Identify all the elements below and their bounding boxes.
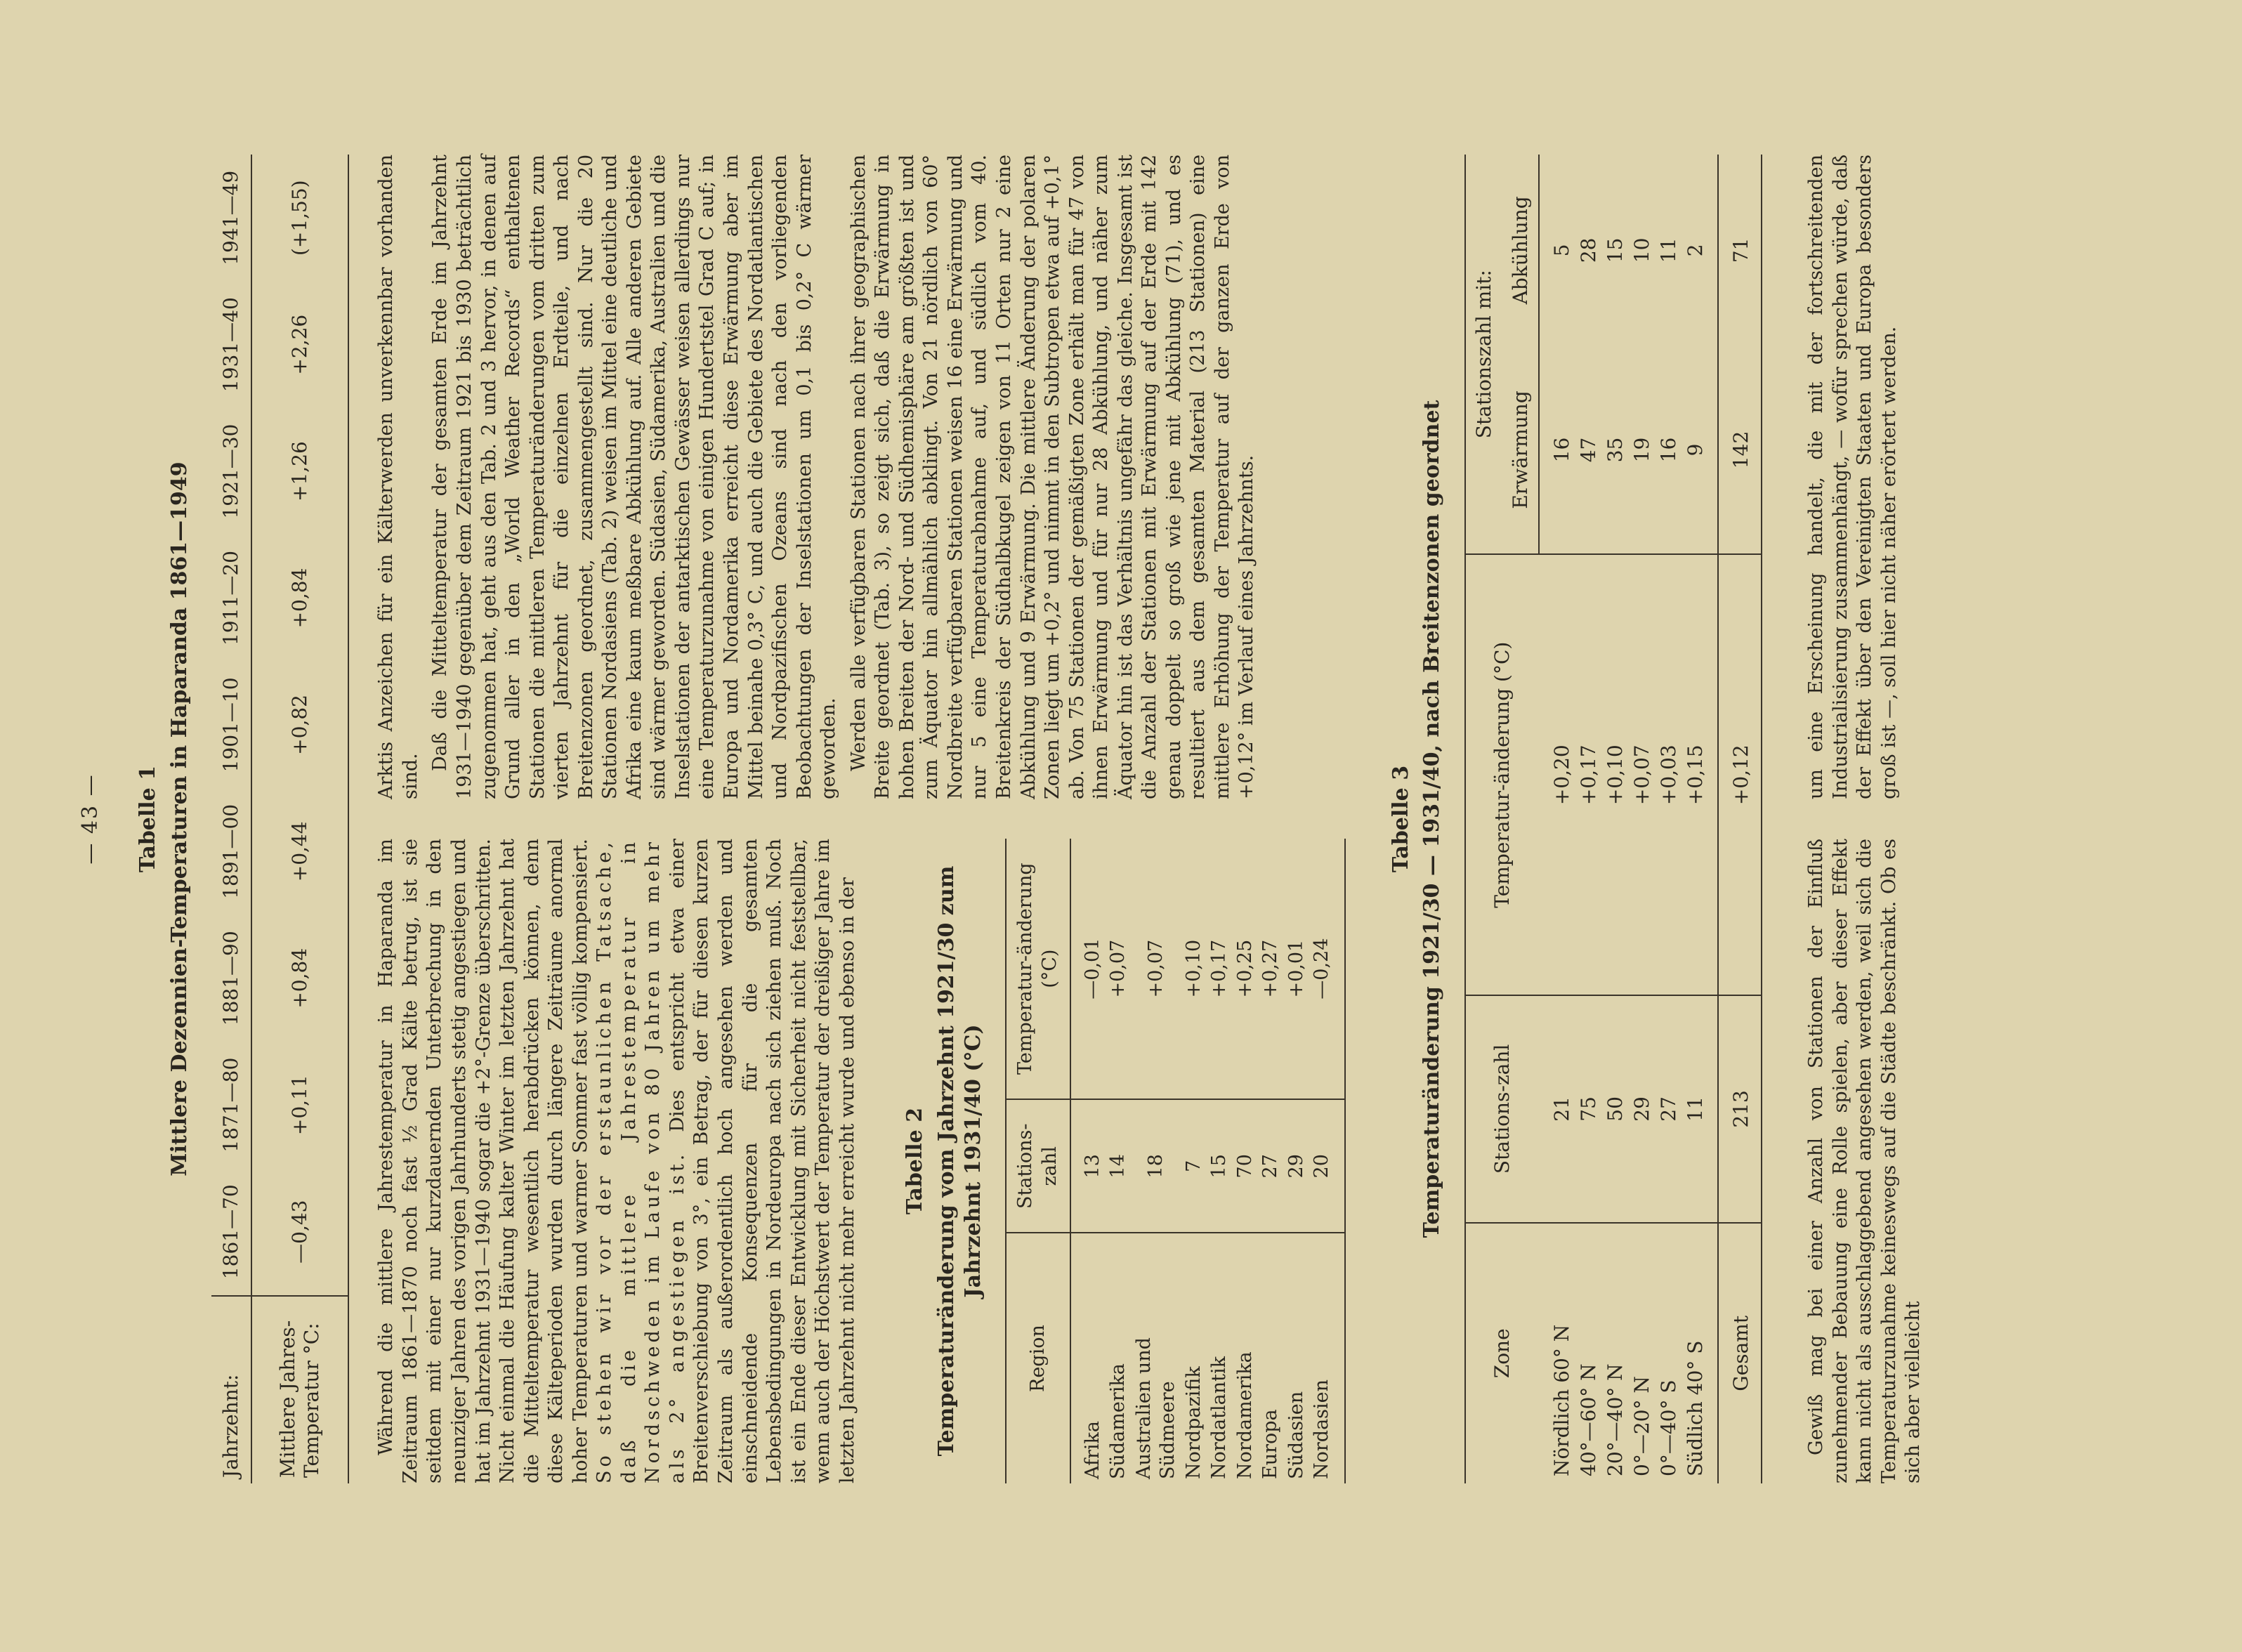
paragraph: [374, 839, 860, 1483]
table-row: [1539, 155, 1575, 1483]
count-cell: 50: [1602, 995, 1629, 1222]
change-cell: +0,07: [1106, 839, 1132, 1099]
year-cell: 1861—70: [211, 1168, 251, 1296]
header-region: Region: [1006, 1233, 1070, 1483]
count-cell: 20: [1309, 1099, 1345, 1233]
year-cell: 1921—30: [211, 408, 251, 535]
region-cell: Nordasien: [1309, 1233, 1345, 1483]
table-row: [1132, 839, 1181, 1483]
count-cell: 21: [1539, 995, 1575, 1222]
temperature-cell: (+1,55): [288, 180, 312, 256]
table-row: [1682, 155, 1719, 1483]
paragraph: Gewiß mag bei einer Anzahl von Stationen der Einfluß zunehmender Bebauung eine Rolle spielen, aber dieser Effekt kann nicht als ausschlaggebend angesehen werden, weil sich die Temperaturzunahme keineswegs auf die Städte beschränkt. Ob es sich aber vielleicht: [1805, 839, 1925, 1483]
tabelle-3-table: [1464, 155, 1762, 1483]
table-row: [1656, 155, 1682, 1483]
region-cell: Afrika: [1081, 1420, 1103, 1479]
tabelle-3: [1388, 155, 1762, 1483]
count-cell: 29: [1629, 995, 1656, 1222]
count-cell: 27: [1656, 995, 1682, 1222]
total-label: Gesamt: [1718, 1223, 1762, 1483]
paragraph: Werden alle verfügbaren Stationen nach ihrer geographischen Breite geordnet (Tab. 3), so zeigt sich, daß die Erwärmung in hohen Breiten der Nord- und Südhemisphäre am größten ist und zum Äquator hin allmählich abklingt. Von 21 nördlich von 60° Nordbreite verfügbaren Stationen weisen 16 eine Erwärmung und nur 5 eine Temperaturabnahme auf, und südlich vom 40. Breitenkreis der Südhalbkugel zeigen von 11 Orten nur 2 eine Abkühlung und 9 Erwärmung. Die mittlere Änderung der polaren Zonen liegt um +0,2° und nimmt in den Subtropen etwa auf +0,1° ab. Von 75 Stationen der gemäßigten Zone erhält man für 47 von ihnen Erwärmung und für nur 28 Abkühlung, und näher zum Äquator hin ist das Verhältnis ungefähr das gleiche. Insgesamt ist die Anzahl der Stationen mit Erwärmung auf der Erde mit 142 genau doppelt so groß wie jene mit Abkühlung (71), und es resultiert aus dem gesamten Material (213 Stationen) eine mittlere Erhöhung der Temperatur auf der ganzen Erde von +0,12° im Verlauf eines Jahrzehnts.: [847, 155, 1258, 799]
change-cell: +0,07: [1132, 839, 1181, 1099]
count-cell: 70: [1233, 1099, 1259, 1233]
total-change: +0,12: [1718, 554, 1762, 995]
year-cell: 1911—20: [211, 535, 251, 661]
tabelle-3-label: Tabelle 3: [1388, 765, 1413, 873]
tabelle-1-title: Mittlere Dezennien-Temperaturen in Haparanda 1861—1949: [166, 461, 192, 1176]
bottom-right-column: [1804, 155, 1932, 799]
table-row: [1602, 155, 1629, 1483]
change-cell: +0,07: [1629, 554, 1656, 995]
warm-cell: 9: [1682, 346, 1719, 555]
zone-cell: Nördlich 60° N: [1549, 1324, 1573, 1476]
count-cell: 18: [1132, 1099, 1181, 1233]
header-zone: Zone: [1490, 1328, 1514, 1379]
cool-cell: 10: [1630, 237, 1653, 263]
change-cell: +0,17: [1575, 554, 1602, 995]
change-cell: +0,20: [1539, 554, 1575, 995]
zone-cell: Südlich 40° S: [1682, 1223, 1719, 1483]
cool-cell: 28: [1577, 237, 1601, 263]
warm-cell: 47: [1575, 346, 1602, 555]
paragraph: Daß die Mitteltemperatur der gesamten Erde im Jahrzehnt 1931—1940 gegenüber dem Zeitraum 1921 bis 1930 beträchtlich zugenommen hat, geht aus den Tab. 2 und 3 hervor, in denen auf Grund aller in den „World Weather Records“ enthaltenen Stationen die mittleren Temperaturänderungen vom dritten zum vierten Jahrzehnt für die einzelnen Erdteile, und nach Breitenzonen geordnet, zusammengestellt sind. Nur die 20 Stationen Nordasiens (Tab. 2) weisen im Mittel eine deutliche und Afrika eine kaum meßbare Abkühlung auf. Alle anderen Gebiete sind wärmer geworden. Südasien, Südamerika, Australien und die Inselstationen der antarktischen Gewässer weisen allerdings nur eine Temperaturzunahme von einigen Hundertstel Grad C auf; in Europa und Nordamerika erreicht diese Erwärmung aber im Mittel beinahe 0,3° C, und auch die Gebiete des Nordatlantischen und Nordpazifischen Ozeans sind nach den vorliegenden Beobachtungen der Inselstationen um 0,1 bis 0,2° C wärmer geworden.: [429, 155, 840, 799]
header-stationszahl-mit: Stationszahl mit:: [1465, 155, 1502, 554]
change-cell: +0,15: [1682, 554, 1719, 995]
region-cell: Nordpazifik: [1182, 1366, 1205, 1479]
change-cell: +0,27: [1258, 839, 1284, 1099]
tabelle-2: [902, 839, 1346, 1483]
zone-cell: 40°—60° N: [1577, 1363, 1601, 1476]
cool-cell: 2: [1682, 155, 1719, 346]
change-cell: +0,03: [1656, 554, 1682, 995]
temperature-cell: +0,84: [288, 948, 312, 1009]
count-cell: 27: [1258, 1099, 1284, 1233]
count-cell: 15: [1207, 1099, 1233, 1233]
table-row: [1309, 839, 1345, 1483]
header-temperaturaenderung: Temperatur-änderung (°C): [1006, 839, 1070, 1099]
region-cell: Australien und Südmeere: [1132, 1337, 1179, 1479]
year-cell: 1871—80: [211, 1042, 251, 1168]
year-cell: 1881—90: [211, 915, 251, 1042]
table-row: [1258, 839, 1284, 1483]
temperature-label: Mittlere Jahres-Temperatur °C:: [251, 1296, 348, 1483]
change-cell: +0,25: [1233, 839, 1259, 1099]
right-column: [374, 155, 1346, 799]
temperature-cell: —0,43: [288, 1200, 312, 1264]
year-cell: 1891—00: [211, 788, 251, 914]
region-cell: Südasien: [1285, 1391, 1307, 1479]
header-temperaturaenderung: Temperatur-änderung (°C): [1465, 554, 1540, 995]
change-cell: +0,10: [1602, 554, 1629, 995]
count-cell: 7: [1181, 1099, 1207, 1233]
change-cell: +0,10: [1181, 839, 1207, 1099]
tabelle-2-title: Temperaturänderung vom Jahrzehnt 1921/30 zum Jahrzehnt 1931/40 (°C): [933, 865, 986, 1457]
change-cell: —0,24: [1309, 839, 1345, 1099]
zone-cell: 0°—20° N: [1630, 1376, 1653, 1476]
bottom-columns: [1804, 155, 1932, 1483]
region-cell: Europa: [1259, 1409, 1282, 1479]
tabelle-1-table: [211, 155, 348, 1483]
temperature-cell: +0,11: [288, 1075, 312, 1136]
change-cell: +0,17: [1207, 839, 1233, 1099]
upper-columns: [374, 155, 1346, 1483]
total-warm: 142: [1718, 346, 1762, 555]
header-stationszahl: Stations-zahl: [1006, 1099, 1070, 1233]
temperature-cell: +0,44: [288, 821, 312, 882]
table-row: [1181, 839, 1207, 1483]
region-cell: Nordatlantik: [1208, 1356, 1231, 1479]
paragraph: um eine Erscheinung handelt, die mit der fortschreitenden Industrialisierung zusammenhängt, — wofür sprechen würde, daß der Effekt über den Vereinigten Staaten und Europa besonders groß ist —, soll hier nicht näher erörtert werden.: [1805, 155, 1900, 799]
warm-cell: 19: [1629, 346, 1656, 555]
total-row: [1718, 155, 1762, 1483]
bottom-left-column: [1804, 839, 1932, 1483]
tabelle-2-table: [1005, 839, 1346, 1483]
tabelle-1-label: Tabelle 1: [136, 765, 161, 873]
count-cell: 13: [1070, 1099, 1106, 1233]
total-cool: 71: [1718, 155, 1762, 346]
count-cell: 75: [1575, 995, 1602, 1222]
spaced-emphasis: So stehen wir vor der erstaunlichen Tatsache, daß die mittlere Jahrestemperatur in Nordschweden im Laufe von 80 Jahren um mehr als 2° angestiegen ist.: [594, 839, 688, 1483]
header-abkuehlung: Abkühlung: [1502, 155, 1540, 346]
zone-cell: 0°—40° S: [1656, 1379, 1680, 1476]
region-cell: Südamerika: [1107, 1363, 1129, 1479]
count-cell: 11: [1682, 995, 1719, 1222]
temperature-cell: +1,26: [288, 441, 312, 501]
warm-cell: 16: [1656, 346, 1682, 555]
year-cell: 1941—49: [211, 155, 251, 281]
paragraph-text: Dies entspricht etwa einer Breitenverschiebung von 3°, ein Betrag, der für diesen kurzen Zeitraum als außerordentlich hoch angesehen werden und einschneidende Konsequenzen für die gesamten Lebensbedingungen in Nordeuropa nach sich ziehen muß. Noch ist ein Ende dieser Entwicklung mit Sicherheit nicht feststellbar, wenn auch der Höchstwert der Temperatur der dreißiger Jahre im letzten Jahrzehnt nicht mehr erreicht wurde und ebenso in der: [666, 839, 858, 1483]
cool-cell: 11: [1656, 237, 1680, 263]
tabelle-1: [135, 155, 349, 1483]
temperature-cell: +2,26: [288, 314, 312, 375]
tabelle-3-title: Temperaturänderung 1921/30 — 1931/40, nach Breitenzonen geordnet: [1420, 400, 1445, 1238]
left-column: [374, 839, 1346, 1483]
paragraph-text: Während die mittlere Jahrestemperatur in Haparanda im Zeitraum 1861—1870 noch fast ½ Grad Kälte betrug, ist sie seitdem mit einer nur kurzdauernden Unterbrechung in den neunziger Jahren des vorigen Jahrhunderts stetig angestiegen und hat im Jahrzehnt 1931—1940 sogar die +2°-Grenze überschritten. Nicht einmal die Häufung kalter Winter im letzten Jahrzehnt hat die Mitteltemperatur wesentlich herabdrücken können, denn diese Kälteperioden wurden durch längere Zeiträume anormal hoher Temperaturen und warmer Sommer fast völlig kompensiert.: [375, 839, 591, 1483]
change-cell: +0,01: [1284, 839, 1310, 1099]
temperature-cell: +0,82: [288, 695, 312, 755]
table-row: [1575, 155, 1602, 1483]
year-cell: 1931—40: [211, 281, 251, 407]
header-stationszahl: Stations-zahl: [1465, 995, 1540, 1222]
page-number: — 43 —: [78, 773, 103, 865]
zone-cell: 20°—40° N: [1604, 1363, 1627, 1476]
cool-cell: 5: [1550, 244, 1574, 257]
temperature-cell: +0,84: [288, 568, 312, 629]
count-cell: 14: [1106, 1099, 1132, 1233]
year-cell: 1901—10: [211, 662, 251, 788]
table-row: [1106, 839, 1132, 1483]
header-erwaermung: Erwärmung: [1502, 346, 1540, 555]
cool-cell: 15: [1604, 237, 1627, 263]
warm-cell: 35: [1602, 346, 1629, 555]
table-row: [1233, 839, 1259, 1483]
tabelle-2-label: Tabelle 2: [903, 1107, 928, 1215]
paragraph: Arktis Anzeichen für ein Kälterwerden unverkennbar vorhanden sind.: [375, 155, 421, 799]
region-cell: Nordamerika: [1233, 1351, 1256, 1479]
warm-cell: 16: [1539, 346, 1575, 555]
table-row: [1207, 839, 1233, 1483]
total-count: 213: [1718, 995, 1762, 1222]
change-cell: —0,01: [1070, 839, 1106, 1099]
table-row: [1070, 839, 1106, 1483]
count-cell: 29: [1284, 1099, 1310, 1233]
jahrzehnt-label: Jahrzehnt:: [211, 1296, 251, 1483]
table-row: [1629, 155, 1656, 1483]
table-row: [1284, 839, 1310, 1483]
